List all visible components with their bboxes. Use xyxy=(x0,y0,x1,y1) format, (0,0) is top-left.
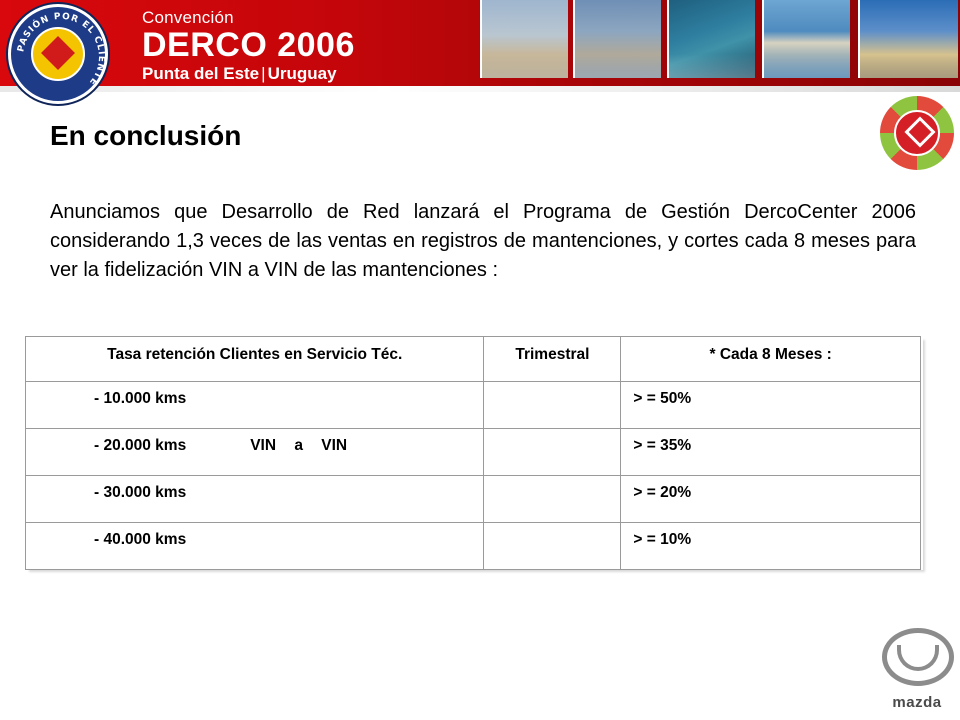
header-every-8-months: * Cada 8 Meses : xyxy=(621,337,921,382)
km-cell xyxy=(26,476,484,523)
vin-note: VIN a VIN xyxy=(250,437,348,454)
convention-label: Convención xyxy=(142,8,234,27)
header-retention-rate: Tasa retención Clientes en Servicio Téc. xyxy=(26,337,484,382)
table-row xyxy=(26,382,921,429)
every8-cell xyxy=(621,382,921,429)
pasion-por-el-cliente-seal xyxy=(8,4,108,104)
table-row xyxy=(26,476,921,523)
table-row xyxy=(26,429,921,476)
event-title-block xyxy=(142,8,355,84)
km-value: - 40.000 kms xyxy=(94,531,187,548)
location-country: Uruguay xyxy=(267,64,337,83)
intro-paragraph: Anunciamos que Desarrollo de Red lanzará el Programa de Gestión DercoCenter 2006 considerando 1,3 veces de las ventas en registros de mantenciones, y cortes cada 8 meses para ver la fidelización VIN a VIN de las mantenciones : xyxy=(50,201,916,281)
mazda-logo-icon xyxy=(882,628,954,686)
photo-peninsula xyxy=(762,0,850,78)
mazda-wordmark: mazda xyxy=(892,694,942,711)
location-city: Punta del Este xyxy=(142,64,260,83)
table-row xyxy=(26,523,921,570)
derco-solution-badge-icon xyxy=(880,96,954,170)
km-cell xyxy=(26,429,484,476)
location-separator: | xyxy=(261,64,266,83)
every8-value: > = 50% xyxy=(633,390,692,407)
photo-hotel xyxy=(858,0,958,78)
every8-value: > = 35% xyxy=(633,437,692,454)
every8-value: > = 20% xyxy=(633,484,692,501)
photo-hand-sculpture xyxy=(480,0,568,78)
every8-value: > = 10% xyxy=(633,531,692,548)
km-value: - 30.000 kms xyxy=(94,484,187,501)
banner-divider xyxy=(0,86,960,92)
badge-core xyxy=(894,110,940,156)
km-value: - 20.000 kms xyxy=(94,437,187,454)
header-quarterly: Trimestral xyxy=(484,337,621,382)
retention-table xyxy=(25,336,921,570)
slide-heading: En conclusión xyxy=(50,120,242,151)
quarterly-cell xyxy=(484,382,621,429)
event-location xyxy=(142,64,355,84)
km-value: - 10.000 kms xyxy=(94,390,187,407)
mazda-wing-icon xyxy=(897,645,939,671)
header-banner xyxy=(0,0,960,92)
table-header-row xyxy=(26,337,921,382)
quarterly-cell xyxy=(484,523,621,570)
seal-text: PASIÓN POR EL CLIENTE xyxy=(16,11,107,88)
every8-cell xyxy=(621,476,921,523)
quarterly-cell xyxy=(484,429,621,476)
photo-harbor xyxy=(667,0,755,78)
event-title: DERCO 2006 xyxy=(142,26,355,64)
every8-cell xyxy=(621,523,921,570)
photo-city-view xyxy=(573,0,661,78)
quarterly-cell xyxy=(484,476,621,523)
km-cell xyxy=(26,523,484,570)
km-cell xyxy=(26,382,484,429)
seal-emblem-icon xyxy=(31,27,85,81)
every8-cell xyxy=(621,429,921,476)
